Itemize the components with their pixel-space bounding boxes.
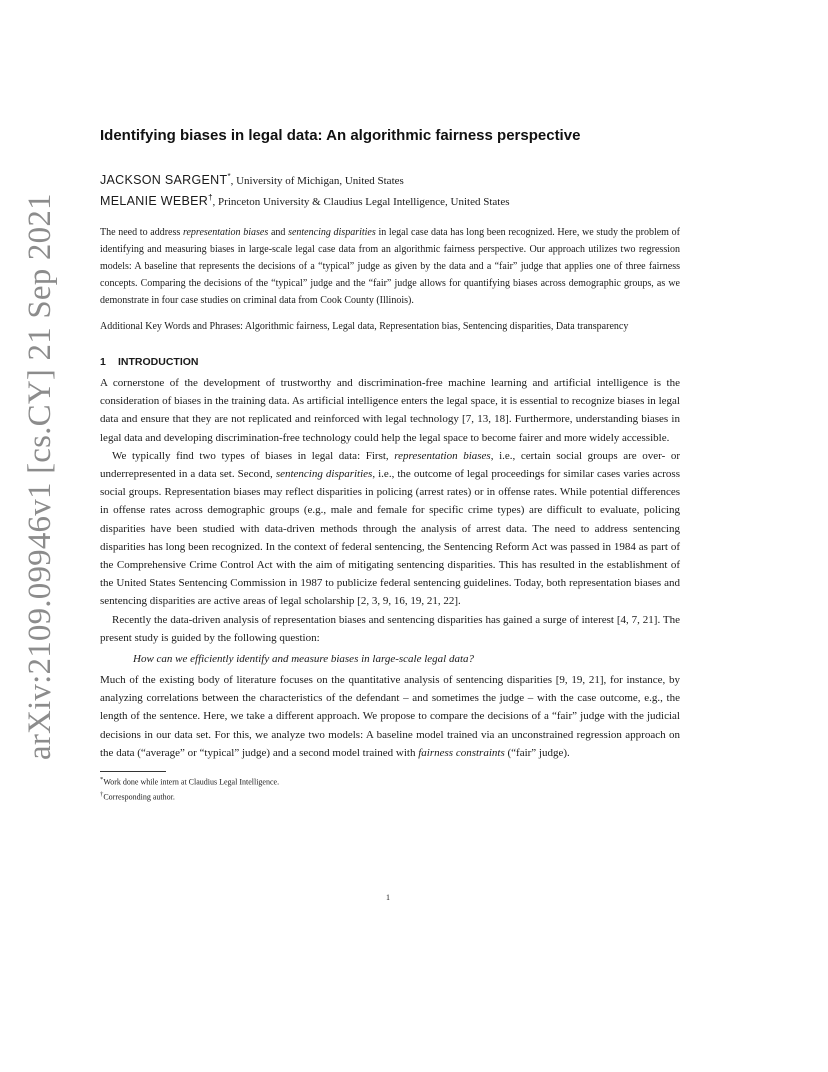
paragraph-text: (“fair” judge). [504, 746, 570, 759]
abstract-text: in legal case data has long been recognized. Here, we study the problem of identifying and measuring biases in large-scale legal case data from an algorithmic fairness perspective. Our approach utilizes two regression models: A baseline that represents the decisions of a “typical” judge as given by the data and a “fair” judge that applies one of three fairness concepts. Comparing the decisions of the “typical” judge and the “fair” judge allows for quantifying biases across demographic groups, as we demonstrate in four case studies on criminal data from Cook County (Illinois). [100, 227, 680, 306]
footnote-text: Corresponding author. [103, 792, 175, 802]
footnote-text: Work done while intern at Claudius Legal Intelligence. [103, 777, 280, 787]
paragraph-2 [100, 447, 680, 611]
author-1-name: JACKSON SARGENT [100, 173, 228, 187]
paragraph-4 [100, 671, 680, 762]
paragraph-emphasis: fairness constraints [418, 746, 505, 759]
author-2-affiliation: , Princeton University & Claudius Legal Intelligence, United States [212, 196, 510, 208]
abstract-text: and [268, 227, 289, 238]
abstract-emphasis: sentencing disparities [288, 227, 376, 238]
author-1 [100, 172, 680, 187]
author-1-affiliation: , University of Michigan, United States [230, 175, 404, 187]
arxiv-identifier: arXiv:2109.09946v1 [cs.CY] 21 Sep 2021 [22, 193, 58, 760]
author-1-mark: * [227, 172, 231, 181]
author-2 [100, 193, 680, 208]
section-number: 1 [100, 356, 106, 368]
footnote-2 [100, 789, 680, 804]
footnote-1 [100, 774, 680, 789]
page-number: 1 [386, 893, 390, 902]
author-2-name: MELANIE WEBER [100, 194, 209, 208]
abstract [100, 224, 680, 309]
paragraph-text: , i.e., the outcome of legal proceedings for similar cases varies across social groups. Representation biases may reflect disparities in policing (arrest rates) or in offense rates. While potential differences in offense rates across demographic groups (e.g., male and female for specific crime types) are difficult to evaluate, policing disparities have been studied with data-driven methods through the analysis of arrest data. The need to address sentencing disparities has long been recognized. In the context of federal sentencing, the Sentencing Reform Act was passed in 1984 as part of the Comprehensive Crime Control Act with the aim of mitigating sentencing disparities. This has resulted in the establishment of the United States Sentencing Commission in 1987 to publicize federal sentencing guidelines. Today, both representation biases and sentencing disparities are active areas of legal scholarship [2, 3, 9, 16, 19, 21, 22]. [100, 468, 680, 608]
abstract-emphasis: representation biases [182, 227, 269, 238]
paragraph-1: A cornerstone of the development of trustworthy and discrimination-free machine learning and artificial intelligence is the consideration of biases in the training data. As artificial intelligence enters the legal space, it is essential to recognize biases in legal data and ensure that they are not replicated and reinforced with legal technology [7, 13, 18]. Furthermore, understanding biases in legal data and developing discrimination-free technology could help the legal space to become fairer and more widely accessible. [100, 377, 680, 444]
paragraph-emphasis: sentencing disparities [275, 468, 373, 481]
author-2-mark: † [208, 193, 213, 202]
paper-title: Identifying biases in legal data: An algorithmic fairness perspective [100, 127, 581, 144]
section-heading [100, 356, 680, 368]
abstract-text: The need to address [100, 227, 183, 238]
paragraph-text: We typically find two types of biases in legal data: First, [112, 449, 395, 462]
paragraph-3: Recently the data-driven analysis of representation biases and sentencing disparities has gained a surge of interest [4, 7, 21]. The present study is guided by the following question: [100, 613, 680, 644]
section-title: INTRODUCTION [118, 356, 199, 368]
research-question: How can we efficiently identify and measure biases in large-scale legal data? [133, 653, 475, 666]
paper-page [100, 120, 680, 803]
footnote-mark: † [100, 790, 104, 798]
body-text [100, 374, 680, 762]
keywords: Additional Key Words and Phrases: Algorithmic fairness, Legal data, Representation bias, Sentencing disparities, Data transparency [100, 321, 629, 332]
paragraph-emphasis: representation biases [394, 449, 491, 462]
paragraph-text: , i.e., certain social groups are over- or underrepresented in a data set. Second, [100, 449, 681, 481]
footnote-mark: * [100, 776, 104, 784]
paragraph-text: Much of the existing body of literature focuses on the quantitative analysis of sentencing disparities [9, 19, 21], for instance, by analyzing correlations between the characteristics of the defendant – and sometimes the judge – with the case outcome, e.g., the length of the sentence. Here, we take a different approach. We propose to compare the decisions of a “fair” judge with the judicial decisions in our data set. For this, we analyze two models: A baseline model trained via an unconstrained regression approach on the data (“average” or “typical” judge) and a second model trained with [100, 674, 680, 759]
footnote-divider [100, 771, 166, 772]
